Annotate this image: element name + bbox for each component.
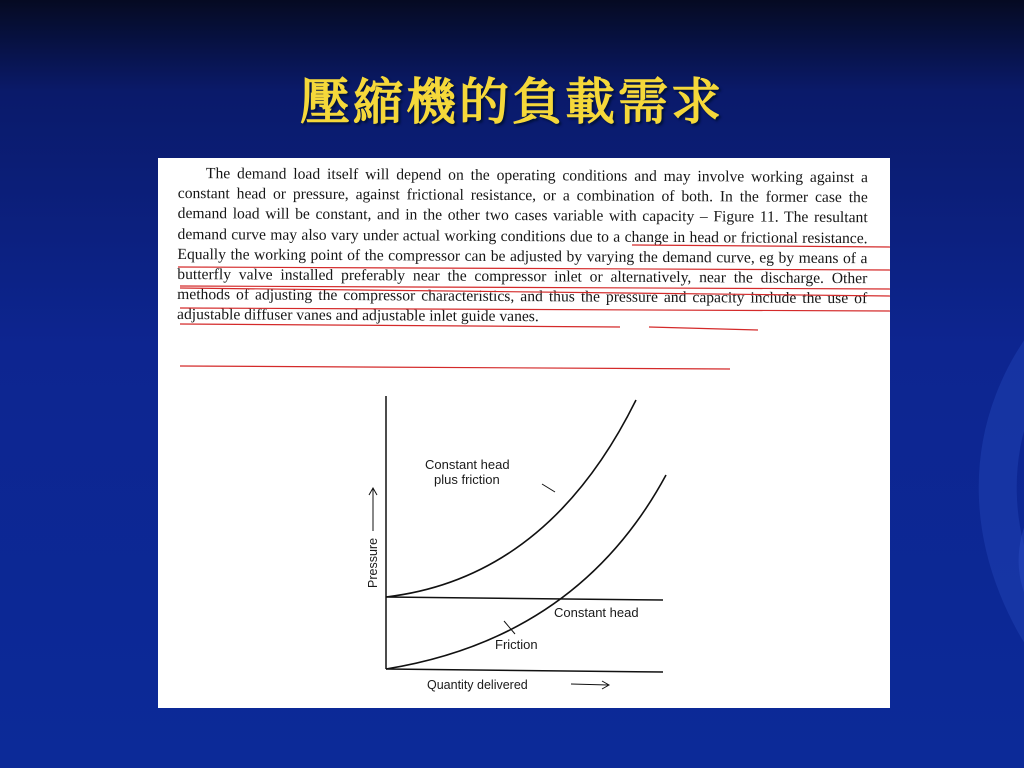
constant-head-line: [386, 597, 663, 600]
constant-head-label: Constant head: [554, 605, 639, 620]
paragraph-text: The demand load itself will depend on the operating conditions and may involve working against a constant head or pressure, against frictional resistance, or a combination of both. In the former case the demand load will be constant, and in the other two cases variable with capacity – Figure 11. The resultant demand curve may also vary under actual working conditions due to a change in head or frictional resistance. Equally the working point of the compressor can be adjusted by varying the demand curve, eg by means of a butterfly valve installed preferably near the compressor inlet or alternatively, near the discharge. Other methods of adjusting the compressor characteristics, and thus the pressure and capacity include the use of adjustable diffuser vanes and adjustable inlet guide vanes.: [177, 165, 868, 326]
scanned-page: [158, 158, 890, 708]
y-axis-label: Pressure: [366, 537, 380, 588]
combined-leader-line: [542, 484, 555, 492]
demand-curve-figure: [158, 158, 890, 708]
x-axis: [386, 669, 663, 672]
x-axis-label: Quantity delivered: [427, 678, 528, 692]
x-axis-arrow-shaft: [571, 684, 608, 685]
friction-label: Friction: [495, 637, 538, 652]
combined-curve-label-line1: Constant head: [425, 457, 510, 472]
combined-curve-label-line2: plus friction: [434, 472, 500, 487]
slide-title: 壓縮機的負載需求: [300, 73, 724, 131]
